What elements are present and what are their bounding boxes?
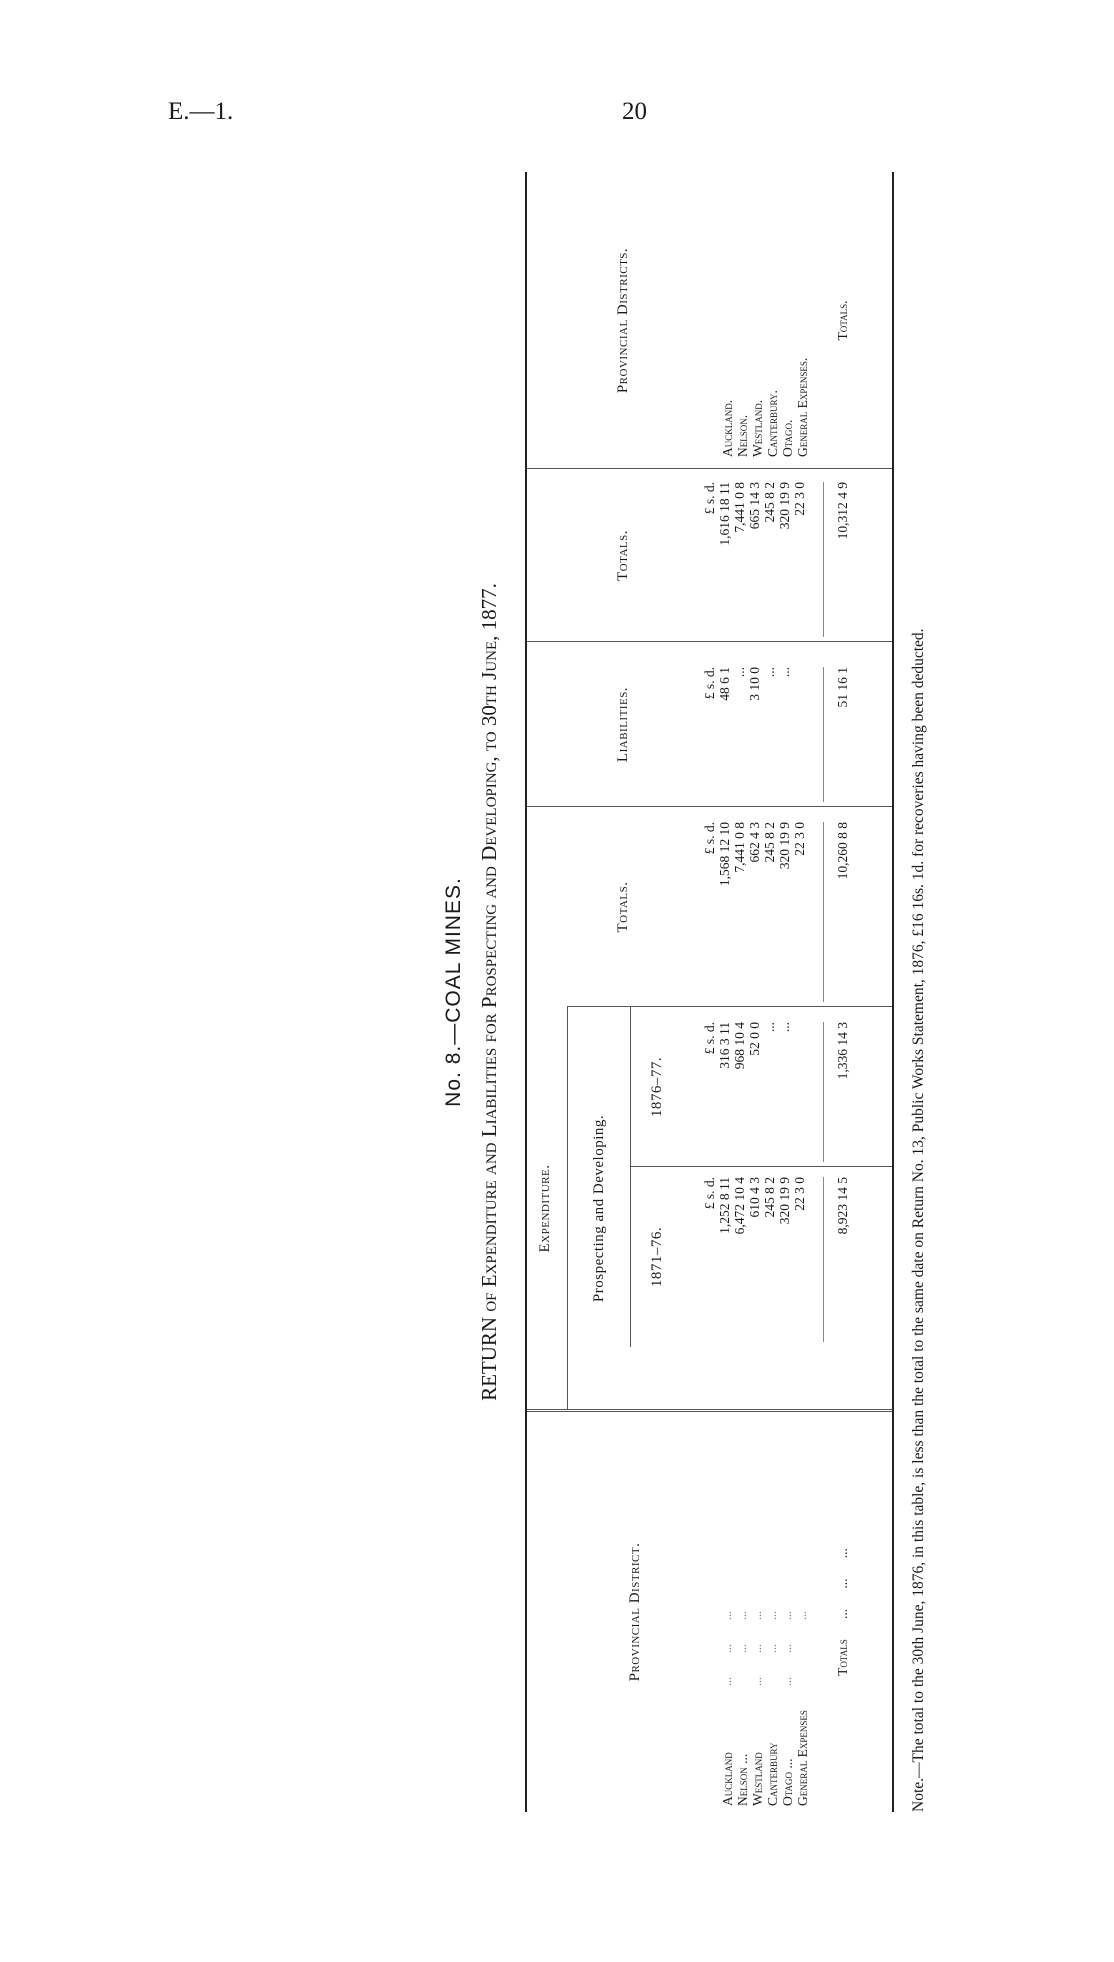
document-code: E.—1. xyxy=(168,98,234,125)
header-totals: Totals. xyxy=(615,530,631,581)
header-1876-77: 1876–77. xyxy=(649,1056,665,1118)
header-provincial-districts: Provincial Districts. xyxy=(615,247,631,394)
district-name: Canterbury. xyxy=(765,390,780,457)
cell: 610 4 3 xyxy=(747,1177,762,1218)
leader-dots: ... ... ... ... ... ... ... ... ... ... ... ... ... ... xyxy=(720,1611,809,1692)
district-name: Otago ... xyxy=(780,1758,795,1806)
header-1871-76: 1871–76. xyxy=(649,1226,665,1288)
header-expenditure: Expenditure. xyxy=(537,1164,553,1253)
column-totals xyxy=(702,482,807,637)
cell: 320 19 9 xyxy=(777,482,792,530)
total-1871-76: 8,923 14 5 xyxy=(835,1177,850,1235)
currency-header: £ s. d. xyxy=(702,1177,717,1210)
footnote: Note.—The total to the 30th June, 1876, in this table, is less than the total to the same date on Return No. 13, Public Works Statement, 1876, £16 16s. 1d. for recoveries having been deducted. xyxy=(910,628,927,1812)
cell: 7,441 0 8 xyxy=(732,482,747,533)
cell: 968 10 4 xyxy=(732,1022,747,1070)
cell: ... xyxy=(732,667,747,678)
total-expenditure: 10,260 8 8 xyxy=(835,822,850,880)
cell: 48 6 1 xyxy=(717,667,732,701)
cell: 245 8 2 xyxy=(762,1177,777,1218)
cell: 1,252 8 11 xyxy=(717,1177,732,1234)
cell: ... xyxy=(762,1022,777,1033)
cell: 22 3 0 xyxy=(792,482,807,516)
cell: 320 19 9 xyxy=(777,1177,792,1225)
total-grand: 10,312 4 9 xyxy=(835,482,850,540)
district-name: Nelson. xyxy=(735,414,750,457)
cell: 3 10 0 xyxy=(747,667,762,701)
total-1876-77: 1,336 14 3 xyxy=(835,1022,850,1080)
column-liabilities xyxy=(702,667,807,802)
cell: 662 4 3 xyxy=(747,822,762,863)
totals-row-label: Totals ... ... ... xyxy=(835,1548,850,1676)
right-district-list xyxy=(720,177,810,457)
cell xyxy=(792,1022,807,1162)
column-expenditure-totals xyxy=(702,822,807,1002)
currency-header: £ s. d. xyxy=(702,822,717,855)
cell: 22 3 0 xyxy=(792,822,807,856)
rotated-table-page xyxy=(415,172,935,1812)
cell: 245 8 2 xyxy=(762,482,777,523)
cell: 320 19 9 xyxy=(777,822,792,870)
totals-label: Totals xyxy=(835,1639,850,1676)
column-1876-77 xyxy=(702,1022,807,1162)
cell: ... xyxy=(777,667,792,678)
district-name: General Expenses xyxy=(795,1710,810,1806)
district-name: Auckland xyxy=(720,1752,735,1806)
header-expenditure-totals: Totals. xyxy=(615,881,631,933)
district-name: Auckland. xyxy=(720,399,735,457)
cell: ... xyxy=(762,667,777,678)
right-totals-label: Totals. xyxy=(835,300,850,341)
page-title: No. 8.—COAL MINES. xyxy=(442,877,465,1107)
total-liabilities: 51 16 1 xyxy=(835,667,850,708)
cell: 6,472 10 4 xyxy=(732,1177,747,1235)
cell: 22 3 0 xyxy=(792,1177,807,1211)
district-name: General Expenses. xyxy=(795,357,810,457)
page-number: 20 xyxy=(622,98,647,125)
return-table xyxy=(525,172,894,1812)
cell: 7,441 0 8 xyxy=(732,822,747,873)
header-liabilities: Liabilities. xyxy=(615,686,631,763)
district-name: Nelson ... xyxy=(735,1753,750,1806)
district-name: Otago. xyxy=(780,419,795,457)
cell xyxy=(792,667,807,802)
cell: 1,616 18 11 xyxy=(717,482,732,546)
cell: 245 8 2 xyxy=(762,822,777,863)
currency-header: £ s. d. xyxy=(702,667,717,700)
cell: 316 3 11 xyxy=(717,1022,732,1069)
header-provincial-district: Provincial District. xyxy=(627,1542,643,1682)
currency-header: £ s. d. xyxy=(702,482,717,515)
cell: 1,568 12 10 xyxy=(717,822,732,887)
cell: ... xyxy=(777,1022,792,1033)
column-1871-76 xyxy=(702,1177,807,1342)
district-name: Westland xyxy=(750,1752,765,1806)
district-name: Westland. xyxy=(750,399,765,457)
header-prospecting: Prospecting and Developing. xyxy=(591,1114,607,1303)
district-name: Canterbury xyxy=(765,1742,780,1806)
currency-header: £ s. d. xyxy=(702,1022,717,1055)
cell: 52 0 0 xyxy=(747,1022,762,1056)
cell: 665 14 3 xyxy=(747,482,762,530)
page-subtitle: RETURN of Expenditure and Liabilities for Prospecting and Developing, to 30th June, 1877. xyxy=(477,583,501,1401)
